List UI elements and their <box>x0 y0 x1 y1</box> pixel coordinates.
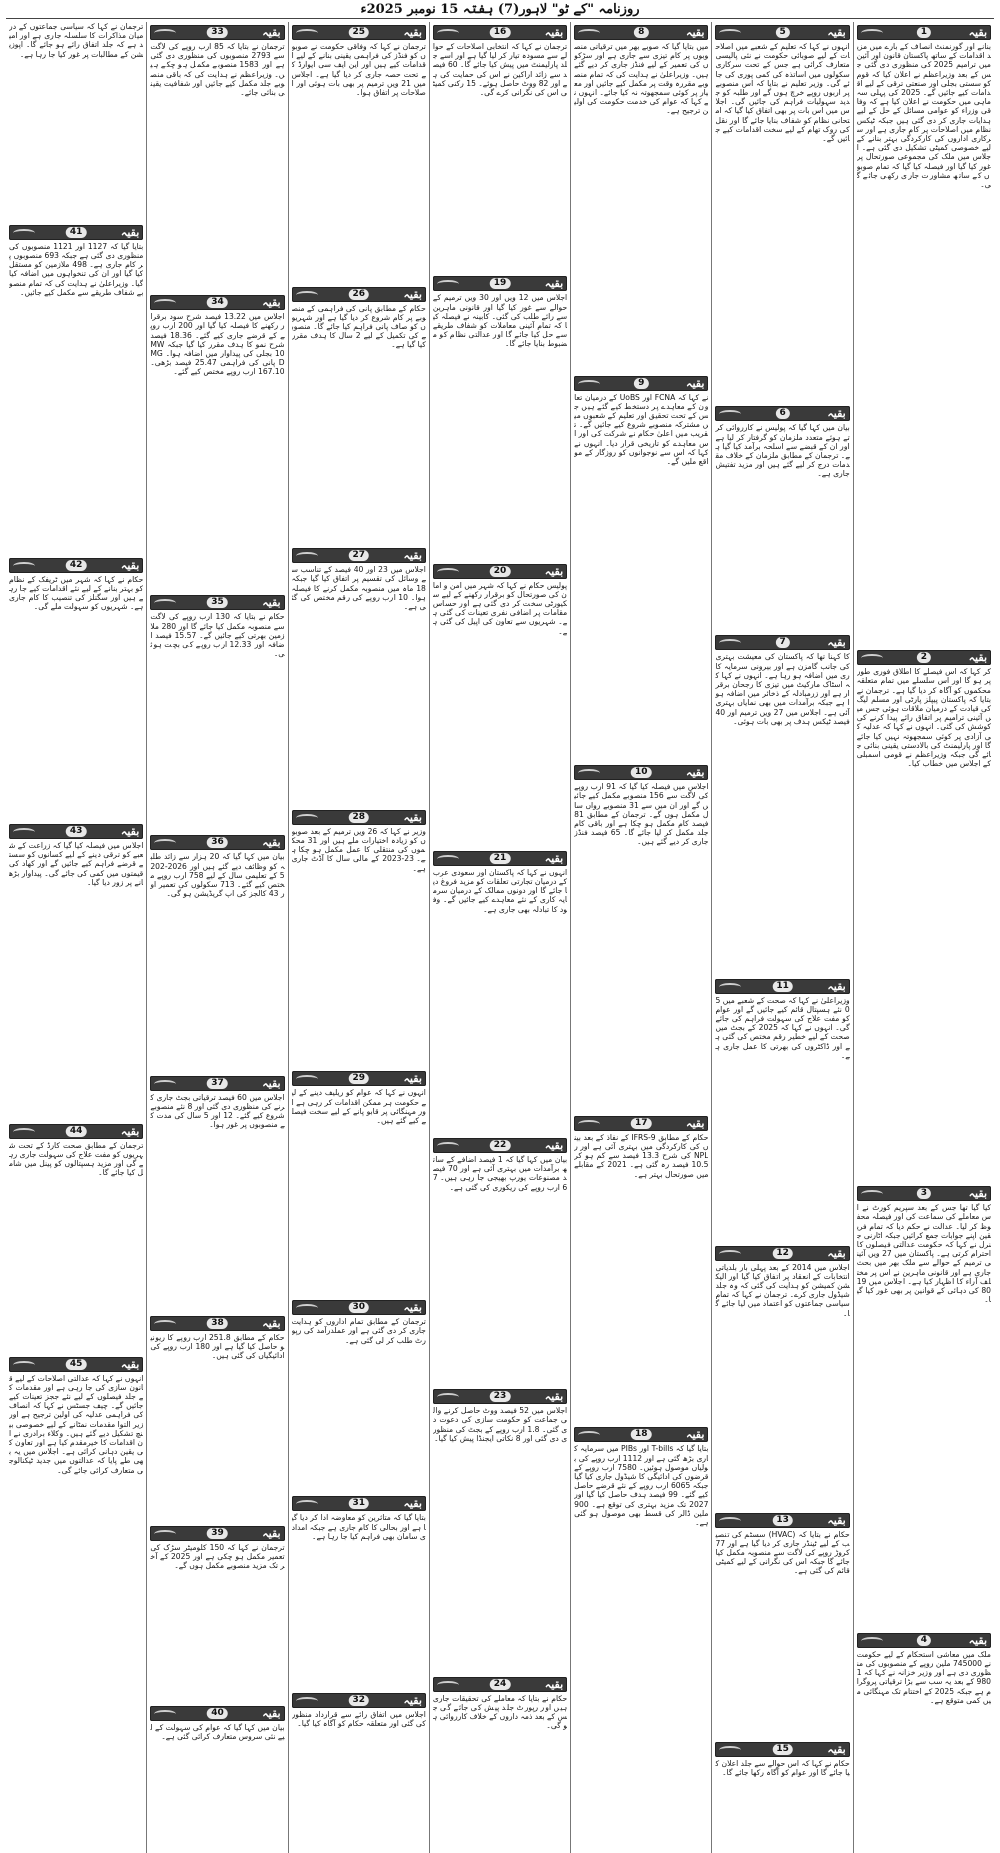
baqiya-header <box>715 25 849 40</box>
baqiya-word: بقیہ <box>968 26 987 39</box>
continuation-story <box>574 1113 708 1425</box>
story-text: حکام کے مطابق پانی کی فراہمی کے منصوبے پر کام شروع کر دیا گیا ہے اور شہریوں کو صاف پانی فراہم کیا جائے گا۔ منصوبے کی تکمیل کے لیے 2 سال کا ہدف مقرر کیا گیا ہے۔ <box>291 303 426 350</box>
continuation-story <box>715 1739 849 1853</box>
baqiya-header <box>9 1357 143 1372</box>
story-number: 11 <box>772 981 793 992</box>
continuation-story <box>715 1243 849 1510</box>
column-5 <box>288 22 429 1853</box>
story-text: انہوں نے کہا کہ پاکستان اور سعودی عرب کے درمیان تجارتی تعلقات کو مزید فروغ دیا جائے گا اور دونوں ممالک کے درمیان سرمایہ کاری کے نئے معاہدے کیے جائیں گے۔ وفود کا تبادلہ بھی جاری ہے۔ <box>432 867 568 914</box>
continuation-story <box>433 848 567 1135</box>
continuation-story <box>857 1630 991 1853</box>
baqiya-header <box>292 1693 426 1708</box>
continuation-story <box>292 1068 426 1297</box>
baqiya-word: بقیہ <box>120 558 140 572</box>
baqiya-header <box>150 1076 284 1091</box>
baqiya-header <box>715 1246 849 1261</box>
story-text: بتایا گیا کہ 1127 اور 1121 منصوبوں کی منظوری دی گئی ہے جبکہ 693 منصوبوں پر کام جاری ہے۔ 498 ملازمین کو مستقل کیا گیا اور ان کی تنخواہوں میں اضافہ کیا گیا۔ وزیراعلیٰ نے ہدایت کی کہ تمام منصوبے شفاف طریقے سے مکمل کیے جائیں۔ <box>9 241 144 297</box>
baqiya-word: بقیہ <box>968 651 987 665</box>
continuation-story <box>150 292 284 592</box>
baqiya-header <box>9 225 143 240</box>
flourish-ornament <box>296 1075 318 1083</box>
story-text: حکام کے مطابق IFRS-9 کے نفاذ کے بعد بینکوں کی کارکردگی میں بہتری آئی ہے اور NPL کی شرح 13.3 فیصد سے کم ہو کر 10.5 فیصد رہ گئی ہے۔ 2021 کے مقابلے میں صورتحال بہتر ہے۔ <box>574 1132 709 1179</box>
story-number: 38 <box>207 1318 228 1329</box>
baqiya-word: بقیہ <box>827 636 846 650</box>
story-text: اجلاس میں 60 فیصد ترقیاتی بجٹ جاری کرنے کی منظوری دی گئی اور 8 نئے منصوبے شروع کیے گئے۔ 12 اور 5 سال کی مدت کے منصوبوں پر غور ہوا۔ <box>150 1092 285 1130</box>
baqiya-header <box>574 765 708 780</box>
baqiya-header <box>715 635 849 650</box>
flourish-ornament <box>437 1393 459 1401</box>
baqiya-header <box>433 276 567 291</box>
baqiya-header <box>433 25 567 40</box>
flourish-ornament <box>861 1190 883 1198</box>
story-text: کیا گیا تھا جس کے بعد سپریم کورٹ نے اس معاملے کی سماعت کی اور فیصلہ محفوظ کر لیا۔ عدالت نے حکم دیا کہ تمام فریقین اپنے جوابات جمع کرائیں جبکہ اٹارنی جنرل نے کہا کہ حکومت عدالتی فیصلوں کا احترام کرتی ہے۔ پاکستان میں 27 ویں آئینی ترمیم کے حوالے سے ملک بھر میں بحث جاری ہے اور قانونی ماہرین نے اس پر مختلف آراء کا اظہار کیا ہے۔ اجلاس میں 1980 کی دہائی کے قوانین پر بھی غور کیا گیا۔ <box>856 1203 991 1305</box>
flourish-ornament <box>578 1431 600 1439</box>
continuation-story <box>433 273 567 560</box>
baqiya-word: بقیہ <box>120 1357 140 1371</box>
baqiya-word: بقیہ <box>544 1138 564 1152</box>
continuation-story <box>9 555 143 821</box>
story-text: ترجمان نے کہا کہ 150 کلومیٹر سڑک کی تعمیر مکمل ہو چکی ہے اور 2025 کے آخر تک مزید منصوبے مکمل ہوں گے۔ <box>150 1542 285 1571</box>
story-number: 19 <box>490 278 511 289</box>
story-text: بتایا گیا کہ متاثرین کو معاوضہ ادا کر دیا گیا ہے اور بحالی کا کام جاری ہے جبکہ امدادی سامان بھی فراہم کیا جا رہا ہے۔ <box>291 1513 426 1541</box>
baqiya-word: بقیہ <box>827 1246 846 1260</box>
story-number: 35 <box>207 597 228 608</box>
baqiya-word: بقیہ <box>827 1742 846 1756</box>
continuation-story <box>715 632 849 975</box>
baqiya-word: بقیہ <box>262 1076 281 1090</box>
story-text: پولیس حکام نے کہا کہ شہر میں امن و امان کی صورتحال کو برقرار رکھنے کے لیے سکیورٹی سخت کر دی گئی ہے اور حساس مقامات پر اضافی نفری تعینات کی گئی ہے۔ شہریوں سے تعاون کی اپیل کی گئی ہے۔ <box>432 580 568 636</box>
baqiya-header <box>574 376 708 391</box>
story-text: ترجمان نے بتایا کہ 85 ارب روپے کی لاگت سے 2793 منصوبوں کی منظوری دی گئی ہے اور 1583 منصوبے مکمل ہو چکے ہیں۔ وزیراعظم نے ہدایت کی کہ باقی منصوبے جلد مکمل کیے جائیں اور شفافیت یقینی بنائی جائے۔ <box>150 42 285 98</box>
baqiya-word: بقیہ <box>544 1390 564 1404</box>
story-number: 12 <box>772 1248 793 1259</box>
story-text: انہوں نے کہا کہ تعلیم کے شعبے میں اصلاحات کے لیے صوبائی حکومت نے نئی پالیسی متعارف کرائی ہے جس کے تحت سرکاری سکولوں میں اساتذہ کی کمی پوری کی جائے گی۔ وزیر تعلیم نے بتایا کہ اس منصوبے پر اربوں روپے خرچ ہوں گے اور طلبہ کو جدید سہولیات فراہم کی جائیں گی۔ اجلاس میں اس بات پر بھی اتفاق کیا گیا کہ امتحانی نظام کو شفاف بنایا جائے گا اور نقل کی روک تھام کے لیے سخت اقدامات کیے جائیں گے۔ <box>715 42 850 144</box>
story-text: بیان میں کہا گیا کہ 1 فیصد اضافے کے ساتھ برآمدات میں بہتری آئی ہے اور 70 فیصد مصنوعات یورپ بھیجی جا رہی ہیں۔ 76 ارب روپے کی ریکوری کی گئی ہے۔ <box>432 1154 568 1192</box>
story-text: اجلاس میں 2014 کے بعد پہلی بار بلدیاتی انتخابات کے انعقاد پر اتفاق کیا گیا اور الیکشن کمیشن کو ہدایت کی گئی کہ وہ جلد شیڈول جاری کرے۔ ترجمان نے کہا کہ تمام سیاسی جماعتوں کو اعتماد میں لیا جائے گا۔ <box>715 1262 850 1318</box>
continuation-story <box>292 807 426 1069</box>
continuation-story <box>150 832 284 1072</box>
continuation-story <box>150 1073 284 1313</box>
flourish-ornament <box>719 983 741 991</box>
flourish-ornament <box>296 291 318 299</box>
story-number: 18 <box>631 1429 652 1440</box>
story-number: 43 <box>66 826 87 837</box>
baqiya-header <box>292 1496 426 1511</box>
story-number: 26 <box>348 289 369 300</box>
story-text: بیان میں کہا گیا کہ پولیس نے کارروائی کرتے ہوئے متعدد ملزمان کو گرفتار کر لیا ہے اور ان کے قبضے سے اسلحہ برآمد کیا گیا ہے۔ ترجمان کے مطابق ملزمان کے خلاف مقدمات درج کر لیے گئے ہیں اور مزید تفتیش جاری ہے۔ <box>715 423 850 479</box>
flourish-ornament <box>719 29 741 37</box>
story-text: حکام نے بتایا کہ 130 ارب روپے کی لاگت سے منصوبہ مکمل کیا جائے گا اور 280 ملازمین بھرتی کیے جائیں گے۔ 15.57 فیصد اضافہ اور 12.33 ارب روپے کی بچت ہوئی۔ <box>150 612 285 659</box>
flourish-ornament <box>296 1697 318 1705</box>
flourish-ornament <box>13 828 35 836</box>
baqiya-word: بقیہ <box>262 836 281 850</box>
flourish-ornament <box>437 1681 459 1689</box>
story-number: 6 <box>775 408 789 419</box>
story-text: حکام نے کہا کہ شہر میں ٹریفک کے نظام کو بہتر بنانے کے لیے نئے اقدامات کیے جا رہے ہیں اور سگنلز کی تنصیب کا کام جاری ہے۔ شہریوں کو سہولت ملے گی۔ <box>9 574 144 612</box>
flourish-ornament <box>719 1517 741 1525</box>
baqiya-header <box>150 1526 284 1541</box>
baqiya-header <box>857 25 991 40</box>
flourish-ornament <box>861 1637 883 1645</box>
story-number: 45 <box>66 1359 87 1370</box>
story-number: 20 <box>490 566 511 577</box>
baqiya-header <box>857 1633 991 1648</box>
story-number: 2 <box>917 652 931 663</box>
flourish-ornament <box>154 599 176 607</box>
flourish-ornament <box>719 1746 741 1754</box>
story-text: انہوں نے کہا کہ عوام کو ریلیف دینے کے لیے حکومت ہر ممکن اقدامات کر رہی ہے اور مہنگائی پر قابو پانے کے لیے سخت فیصلے کیے گئے ہیں۔ <box>291 1088 426 1125</box>
continuation-story <box>574 22 708 373</box>
story-number: 42 <box>66 560 87 571</box>
baqiya-word: بقیہ <box>968 1633 987 1647</box>
story-text: اجلاس میں 23 اور 40 فیصد کے تناسب سے وسائل کی تقسیم پر اتفاق کیا گیا جبکہ 18 ماہ میں منصوبہ مکمل کرنے کا فیصلہ ہوا۔ 10 ارب روپے کی رقم مختص کی گئی ہے۔ <box>291 565 426 611</box>
story-text: میں بتایا گیا کہ صوبے بھر میں ترقیاتی منصوبوں پر کام تیزی سے جاری ہے اور سڑکوں کی تعمیر کے لیے فنڈز جاری کر دیے گئے ہیں۔ وزیراعلیٰ نے ہدایت کی کہ تمام منصوبے مقررہ وقت پر مکمل کیے جائیں اور معیار پر کوئی سمجھوتہ نہ کیا جائے۔ انہوں نے کہا کہ عوام کی خدمت حکومت کی اولین ترجیح ہے۔ <box>574 42 709 116</box>
baqiya-header <box>574 25 708 40</box>
flourish-ornament <box>578 1120 600 1128</box>
story-number: 16 <box>490 27 511 38</box>
continuation-story <box>433 561 567 848</box>
baqiya-word: بقیہ <box>544 564 564 578</box>
continuation-story <box>857 1183 991 1630</box>
story-number: 44 <box>66 1126 87 1137</box>
flourish-ornament <box>154 299 176 307</box>
story-number: 9 <box>634 378 648 389</box>
story-number: 5 <box>775 27 789 38</box>
flourish-ornament <box>154 1080 176 1088</box>
baqiya-header <box>292 810 426 825</box>
baqiya-header <box>9 558 143 573</box>
continuation-story <box>715 22 849 403</box>
story-text: کا کہنا تھا کہ پاکستان کی معیشت بہتری کی جانب گامزن ہے اور بیرونی سرمایہ کاری میں اضافہ ہو رہا ہے۔ انہوں نے کہا کہ اسٹاک مارکیٹ میں تیزی کا رجحان برقرار ہے اور زرمبادلہ کے ذخائر میں اضافہ ہوا ہے جبکہ برآمدات میں بھی نمایاں بہتری آئی ہے۔ اجلاس میں 27 ویں ترمیم اور 40 فیصد ٹیکس ہدف پر بھی بات ہوئی۔ <box>715 652 850 726</box>
baqiya-header <box>150 295 284 310</box>
baqiya-word: بقیہ <box>262 596 281 610</box>
flourish-ornament <box>154 29 176 37</box>
flourish-ornament <box>296 29 318 37</box>
story-number: 36 <box>207 837 228 848</box>
story-text: ترجمان نے کہا کہ انتخابی اصلاحات کے حوالے سے مسودہ تیار کر لیا گیا ہے اور اسے جلد پارلیمنٹ میں پیش کیا جائے گا۔ 60 فیصد سے زائد اراکین نے اس کی حمایت کی ہے اور 82 ووٹ حاصل ہوئے۔ 15 رکنی کمیٹی اس کی نگرانی کرے گی۔ <box>432 42 568 98</box>
baqiya-header <box>433 564 567 579</box>
baqiya-header <box>715 1742 849 1757</box>
story-text: حکام نے بتایا کہ معاملے کی تحقیقات جاری ہیں اور رپورٹ جلد پیش کی جائے گی جس کے بعد ذمہ داروں کے خلاف کارروائی ہو گی۔ <box>432 1693 568 1731</box>
baqiya-word: بقیہ <box>686 766 705 780</box>
baqiya-word: بقیہ <box>544 851 564 865</box>
flourish-ornament <box>578 380 600 388</box>
baqiya-header <box>433 1677 567 1692</box>
baqiya-header <box>433 1389 567 1404</box>
story-text: اجلاس میں فیصلہ کیا گیا کہ زراعت کے شعبے کو ترقی دینے کے لیے کسانوں کو سستے قرضے فراہم کیے جائیں گے اور کھاد کی قیمتوں میں کمی کی جائے گی۔ پیداوار بڑھانے پر زور دیا گیا۔ <box>9 840 144 887</box>
story-text: اجلاس میں 52 فیصد ووٹ حاصل کرنے والی جماعت کو حکومت سازی کی دعوت دی گئی۔ 1.8 ارب روپے کے بجٹ کی منظوری دی گئی اور 8 نکاتی ایجنڈا پیش کیا گیا۔ <box>432 1406 568 1443</box>
story-text: انہوں نے کہا کہ عدالتی اصلاحات کے لیے قانون سازی کی جا رہی ہے اور مقدمات کے جلد فیصلوں کے لیے نئے ججز تعینات کیے جائیں گے۔ چیف جسٹس نے کہا کہ انصاف کی فراہمی عدلیہ کی اولین ترجیح ہے اور زیر التوا مقدمات نمٹانے کے لیے خصوصی بینچ تشکیل دیے گئے ہیں۔ وکلاء برادری نے ان اقدامات کا خیرمقدم کیا ہے اور تعاون کی یقین دہانی کرائی ہے۔ اجلاس میں یہ بھی طے پایا کہ عدالتوں میں جدید ٹیکنالوجی متعارف کرائی جائے گی۔ <box>9 1373 144 1475</box>
continuation-story <box>292 545 426 807</box>
continuation-story <box>150 1313 284 1523</box>
continuation-story <box>150 22 284 292</box>
story-number: 29 <box>348 1073 369 1084</box>
story-number: 8 <box>634 27 648 38</box>
column-7 <box>6 22 146 1853</box>
baqiya-word: بقیہ <box>262 296 281 310</box>
masthead: روزنامہ "کے ٹو" لاہور(7) ہفتہ 15 نومبر 2025ء <box>6 0 994 19</box>
flourish-ornament <box>296 814 318 822</box>
story-text: ترجمان نے کہا کہ وفاقی حکومت نے صوبوں کو فنڈز کی فراہمی یقینی بنانے کے لیے اقدامات کیے ہیں اور این ایف سی ایوارڈ کے تحت حصہ جاری کر دیا گیا ہے۔ اجلاس میں 21 ویں ترمیم پر بھی بات ہوئی اور اصلاحات پر اتفاق ہوا۔ <box>291 42 426 98</box>
story-text: حکام نے کہا کہ اس حوالے سے جلد اعلان کیا جائے گا اور عوام کو آگاہ رکھا جائے گا۔ <box>715 1758 850 1777</box>
column-6 <box>146 22 287 1853</box>
baqiya-word: بقیہ <box>403 549 422 563</box>
baqiya-word: بقیہ <box>403 287 422 301</box>
story-number: 41 <box>66 227 87 238</box>
flourish-ornament <box>13 562 35 570</box>
continuation-story <box>433 1135 567 1386</box>
baqiya-word: بقیہ <box>262 1706 281 1720</box>
flourish-ornament <box>437 855 459 863</box>
story-number: 25 <box>348 27 369 38</box>
story-text: ملک میں معاشی استحکام کے لیے حکومت نے 745000 ملین روپے کے منصوبوں کی منظوری دی ہے اور وزیر خزانہ نے کہا کہ 1980 کے بعد یہ سب سے بڑا ترقیاتی پروگرام ہے جبکہ 2025 کے اختتام تک مہنگائی میں کمی متوقع ہے۔ <box>856 1649 991 1705</box>
flourish-ornament <box>437 1142 459 1150</box>
story-text: حکام نے بتایا کہ (HVAC) سسٹم کی تنصیب کے لیے ٹینڈر جاری کر دیا گیا ہے اور 77 کروڑ روپے کی لاگت سے منصوبہ مکمل کیا جائے گا جبکہ اس کی نگرانی کے لیے کمیٹی قائم کی گئی ہے۔ <box>715 1529 850 1576</box>
baqiya-word: بقیہ <box>403 1301 422 1315</box>
story-text: بیان میں کہا گیا کہ عوام کی سہولت کے لیے نئی سروس متعارف کرائی گئی ہے۔ <box>150 1722 285 1742</box>
flourish-ornament <box>578 29 600 37</box>
story-number: 30 <box>348 1302 369 1313</box>
story-number: 34 <box>207 297 228 308</box>
story-number: 1 <box>917 27 931 38</box>
flourish-ornament <box>13 1128 35 1136</box>
columns-container <box>6 22 994 1853</box>
continuation-story <box>715 976 849 1243</box>
baqiya-word: بقیہ <box>403 1072 422 1086</box>
baqiya-word: بقیہ <box>403 810 422 824</box>
continuation-story <box>292 284 426 546</box>
baqiya-word: بقیہ <box>827 979 846 993</box>
baqiya-word: بقیہ <box>968 1187 987 1201</box>
flourish-ornament <box>13 229 35 237</box>
baqiya-header <box>574 1116 708 1131</box>
continuation-story <box>433 22 567 273</box>
story-text: وزیراعلیٰ نے کہا کہ صحت کے شعبے میں 50 نئے ہسپتال قائم کیے جائیں گے اور عوام کو مفت علاج کی سہولت فراہم کی جائے گی۔ انہوں نے کہا کہ 2025 کے بجٹ میں صحت کے لیے خطیر رقم مختص کی گئی ہے اور ڈاکٹروں کی بھرتی کا عمل جاری ہے۔ <box>715 995 850 1060</box>
flourish-ornament <box>719 410 741 418</box>
continuation-story <box>857 647 991 1183</box>
baqiya-word: بقیہ <box>262 26 281 39</box>
flourish-ornament <box>861 654 883 662</box>
flourish-ornament <box>437 568 459 576</box>
continuation-story <box>9 222 143 555</box>
story-number: 15 <box>772 1744 793 1755</box>
baqiya-word: بقیہ <box>686 376 705 390</box>
baqiya-header <box>715 406 849 421</box>
continuation-story <box>292 1493 426 1689</box>
story-number: 24 <box>490 1679 511 1690</box>
baqiya-word: بقیہ <box>827 1513 846 1527</box>
story-number: 4 <box>917 1635 931 1646</box>
story-text: کر کہا کہ اس فیصلے کا اطلاق فوری طور پر ہو گا اور اس سلسلے میں تمام متعلقہ محکموں کو آگاہ کر دیا گیا ہے۔ ترجمان نے بتایا کہ پاکستان پیپلز پارٹی اور مسلم لیگ کی قیادت کے درمیان ملاقات ہوئی جس میں آئینی ترامیم پر اتفاق رائے پیدا کرنے کی کوشش کی گئی۔ انہوں نے کہا کہ عدلیہ کی آزادی پر کوئی سمجھوتہ نہیں کیا جائے گا اور پارلیمنٹ کی بالادستی یقینی بنائی جائے گی جبکہ وزیراعظم نے قومی اسمبلی کے اجلاس میں خطاب کیا۔ <box>856 667 991 769</box>
baqiya-header <box>150 595 284 610</box>
continuation-story <box>150 592 284 832</box>
baqiya-header <box>433 851 567 866</box>
flourish-ornament <box>154 1710 176 1718</box>
baqiya-word: بقیہ <box>544 26 564 39</box>
baqiya-header <box>292 1300 426 1315</box>
baqiya-header <box>9 824 143 839</box>
baqiya-header <box>292 548 426 563</box>
continuation-story <box>150 1523 284 1703</box>
story-number: 33 <box>207 27 228 38</box>
continuation-story <box>574 373 708 763</box>
baqiya-word: بقیہ <box>827 407 846 421</box>
flourish-ornament <box>296 552 318 560</box>
story-text: وزیر نے کہا کہ 26 ویں ترمیم کے بعد صوبوں کو زیادہ اختیارات ملے ہیں اور 31 محکموں کی منتقلی کا عمل مکمل ہو چکا ہے۔ 23-2023 کے مالی سال کا آڈٹ جاری ہے۔ <box>291 826 426 873</box>
column-2 <box>711 22 852 1853</box>
continuation-story <box>292 1690 426 1853</box>
baqiya-word: بقیہ <box>262 1316 281 1330</box>
baqiya-word: بقیہ <box>686 26 705 39</box>
story-text: اجلاس میں اتفاق رائے سے قرارداد منظور کی گئی اور متعلقہ حکام کو آگاہ کیا گیا۔ <box>291 1709 426 1728</box>
story-number: 27 <box>348 550 369 561</box>
continuation-story <box>150 1703 284 1853</box>
flourish-ornament <box>578 769 600 777</box>
continuation-story <box>292 22 426 284</box>
story-text: ترجمان کے مطابق صحت کارڈ کے تحت شہریوں کو مفت علاج کی سہولت جاری رہے گی اور مزید ہسپتالوں کو پینل میں شامل کیا جائے گا۔ <box>9 1140 144 1178</box>
story-number: 32 <box>348 1695 369 1706</box>
story-number: 7 <box>775 637 789 648</box>
continuation-story <box>9 1354 143 1853</box>
baqiya-header <box>292 287 426 302</box>
story-number: 40 <box>207 1708 228 1719</box>
baqiya-header <box>150 25 284 40</box>
baqiya-header <box>857 650 991 665</box>
flourish-ornament <box>719 1250 741 1258</box>
story-number: 3 <box>917 1188 931 1199</box>
flourish-ornament <box>154 1320 176 1328</box>
column-4 <box>429 22 570 1853</box>
baqiya-header <box>292 1071 426 1086</box>
baqiya-header <box>715 1513 849 1528</box>
story-number: 28 <box>348 812 369 823</box>
flourish-ornament <box>437 29 459 37</box>
story-text: اجلاس میں 13.22 فیصد شرح سود برقرار رکھنے کا فیصلہ کیا گیا اور 200 ارب روپے کے قرضے جاری کیے گئے۔ 18.36 فیصد شرح نمو کا ہدف مقرر کیا گیا جبکہ MW 10 بجلی کی پیداوار میں اضافہ ہوا۔ MGD پانی کی فراہمی 25.47 فیصد بڑھی۔ 167.10 ارب روپے مختص کیے گئے۔ <box>150 312 285 377</box>
baqiya-header <box>715 979 849 994</box>
story-text: بیان میں کہا گیا کہ 20 ہزار سے زائد طلبہ کو وظائف دیے گئے ہیں اور 2026-2025 کے تعلیمی سال کے لیے 758 ارب روپے مختص کیے گئے۔ 713 سکولوں کی تعمیر اور 43 کالجز کی اپ گریڈیشن ہو گی۔ <box>150 852 285 899</box>
story-text: ترجمان کے مطابق تمام اداروں کو ہدایت جاری کر دی گئی ہے اور عملدرآمد کی رپورٹ طلب کر لی گئی ہے۔ <box>291 1317 426 1345</box>
baqiya-word: بقیہ <box>403 26 422 39</box>
story-number: 21 <box>490 853 511 864</box>
baqiya-word: بقیہ <box>827 26 846 39</box>
flourish-ornament <box>296 1500 318 1508</box>
continuation-story <box>574 1424 708 1853</box>
baqiya-header <box>857 1186 991 1201</box>
baqiya-word: بقیہ <box>120 1124 140 1138</box>
baqiya-word: بقیہ <box>686 1428 705 1442</box>
story-text: ترجمان نے کہا کہ سیاسی جماعتوں کے درمیان مذاکرات کا سلسلہ جاری ہے اور امید ہے کہ جلد اتفاق رائے ہو جائے گا۔ اپوزیشن کے مطالبات پر غور کیا جا رہا ہے۔ <box>9 22 144 59</box>
continuation-story <box>9 1121 143 1354</box>
story-number: 31 <box>348 1498 369 1509</box>
flourish-ornament <box>13 1361 35 1369</box>
story-number: 39 <box>207 1528 228 1539</box>
story-text: بنانے اور گورنمنٹ انصاف کے بارے میں مزید اقدامات کے ساتھ پاکستان قانون اور آئین میں ترامیم 2025 کی منظوری دی گئی جس کے بعد وزیراعظم نے اعلان کیا کہ قوم کو سستی بجلی اور صنعتی ترقی کے لیے اقدامات کیے جائیں گے۔ 2025 کی پہلی سہ ماہی میں حکومت نے اعلان کیا ہے کہ وفاقی وزراء کو عوامی مسائل کے حل کے لیے ہدایات جاری کر دی گئی ہیں جبکہ ٹیکس نظام میں اصلاحات پر کام جاری ہے اور سرکاری اداروں کی کارکردگی بہتر بنانے کے لیے خصوصی کمیٹی تشکیل دی گئی ہے۔ اجلاس میں ملک کی مجموعی صورتحال پر غور کیا گیا اور فیصلہ کیا گیا کہ تمام صوبوں کے ساتھ مشاورت جاری رکھی جائے گی۔ <box>856 42 991 190</box>
continuation-story <box>433 1674 567 1853</box>
story-number: 10 <box>631 767 652 778</box>
flourish-ornament <box>437 280 459 288</box>
story-text: بتایا گیا کہ T-bills اور PIBs میں سرمایہ کاری بڑھ گئی ہے اور 1112 ارب روپے کی بولیاں موصول ہوئیں۔ 7580 ارب روپے کے قرضوں کی ادائیگی کا شیڈول جاری کیا گیا جبکہ 6065 ارب روپے کے نئے قرضے حاصل کیے گئے۔ 99 فیصد ہدف حاصل کیا گیا اور 2027 تک مزید بہتری کی توقع ہے۔ 900 ملین ڈالر کی قسط بھی موصول ہو گئی ہے۔ <box>574 1444 709 1528</box>
baqiya-word: بقیہ <box>403 1693 422 1707</box>
baqiya-header <box>150 1316 284 1331</box>
baqiya-word: بقیہ <box>120 824 140 838</box>
story-text: اجلاس میں 12 ویں اور 30 ویں ترمیم کے حوالے سے غور کیا گیا اور قانونی ماہرین سے رائے طلب کی گئی۔ کابینہ نے فیصلہ کیا کہ تمام آئینی معاملات کو شفاف طریقے سے حل کیا جائے گا اور عدالتی نظام کو مضبوط بنایا جائے گا۔ <box>432 293 568 349</box>
story-text: نے کہا کہ FCNA اور UoBS کے درمیان تعاون کے معاہدے پر دستخط کیے گئے ہیں جس کے تحت تحقیق اور تعلیم کے شعبوں میں مشترکہ منصوبے شروع کیے جائیں گے۔ تقریب میں اعلیٰ حکام نے شرکت کی اور اس معاہدے کو تاریخی قرار دیا۔ انہوں نے کہا کہ اس سے نوجوانوں کو روزگار کے مواقع ملیں گے۔ <box>574 392 709 467</box>
continuation-story <box>715 1510 849 1739</box>
baqiya-word: بقیہ <box>686 1116 705 1130</box>
baqiya-header <box>150 1706 284 1721</box>
baqiya-word: بقیہ <box>544 277 564 291</box>
continuation-story <box>9 821 143 1121</box>
flourish-ornament <box>719 639 741 647</box>
column-3 <box>570 22 711 1853</box>
baqiya-word: بقیہ <box>544 1677 564 1691</box>
continuation-story <box>292 1297 426 1493</box>
baqiya-word: بقیہ <box>403 1497 422 1511</box>
continuation-story <box>857 22 991 647</box>
baqiya-word: بقیہ <box>262 1526 281 1540</box>
baqiya-header <box>574 1427 708 1442</box>
baqiya-header <box>433 1138 567 1153</box>
column-1 <box>853 22 994 1853</box>
continuation-story <box>715 403 849 632</box>
baqiya-word: بقیہ <box>120 225 140 239</box>
flourish-ornament <box>154 839 176 847</box>
story-number: 23 <box>490 1391 511 1402</box>
story-number: 37 <box>207 1078 228 1089</box>
story-number: 17 <box>631 1118 652 1129</box>
story-number: 13 <box>772 1515 793 1526</box>
flourish-ornament <box>154 1530 176 1538</box>
flourish-ornament <box>861 29 883 37</box>
story-text: اجلاس میں فیصلہ کیا گیا کہ 91 ارب روپے کی لاگت سے 156 منصوبے مکمل کیے جائیں گے اور ان میں سے 31 منصوبے رواں سال مکمل ہوں گے۔ ترجمان کے مطابق 81 فیصد کام مکمل ہو چکا ہے اور باقی کام جلد مکمل کر لیا جائے گا۔ 65 فیصد فنڈز جاری کر دیے گئے ہیں۔ <box>574 782 709 847</box>
baqiya-header <box>9 1124 143 1139</box>
continuation-story <box>9 22 143 222</box>
flourish-ornament <box>296 1304 318 1312</box>
continuation-story <box>433 1386 567 1673</box>
baqiya-header <box>150 835 284 850</box>
story-text: حکام کے مطابق 251.8 ارب روپے کا ریونیو حاصل کیا گیا ہے اور 180 ارب روپے کی ادائیگیاں کی گئی ہیں۔ <box>150 1332 285 1361</box>
story-number: 22 <box>490 1140 511 1151</box>
continuation-story <box>574 762 708 1113</box>
baqiya-header <box>292 25 426 40</box>
